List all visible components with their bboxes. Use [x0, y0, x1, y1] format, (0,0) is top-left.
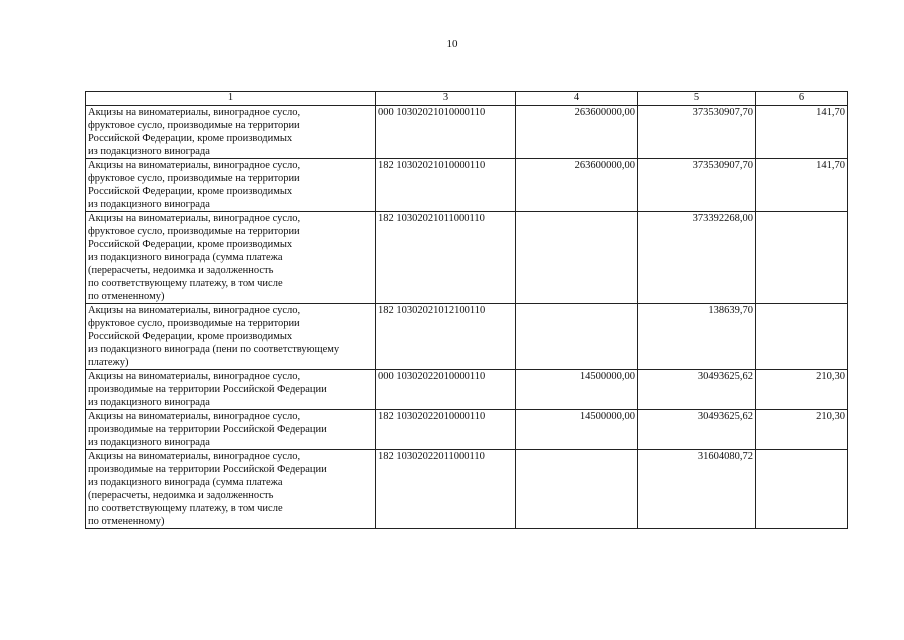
table-row	[86, 212, 848, 304]
row-col5: 30493625,62	[638, 370, 756, 410]
row-col4	[516, 212, 638, 304]
row-col4	[516, 450, 638, 529]
header-row	[86, 92, 848, 106]
row-col5: 30493625,62	[638, 410, 756, 450]
row-code: 000 10302022010000110	[376, 370, 516, 410]
page-number: 10	[446, 38, 458, 50]
row-col4	[516, 304, 638, 370]
header-col-3: 3	[376, 92, 516, 106]
row-col6: 141,70	[756, 106, 848, 159]
row-col6: 210,30	[756, 370, 848, 410]
row-name: Акцизы на виноматериалы, виноградное сусло, производимые на территории Российской Федерации из подакцизного винограда	[86, 370, 376, 410]
table-header	[86, 92, 848, 106]
header-col-6: 6	[756, 92, 848, 106]
row-col5: 31604080,72	[638, 450, 756, 529]
budget-table	[85, 91, 848, 529]
row-name: Акцизы на виноматериалы, виноградное сусло, фруктовое сусло, производимые на территории Российской Федерации, кроме производимых из подакцизного винограда (пени по соответствующему платежу)	[86, 304, 376, 370]
row-col4: 14500000,00	[516, 370, 638, 410]
row-code: 182 10302022010000110	[376, 410, 516, 450]
row-col5: 373530907,70	[638, 106, 756, 159]
row-col6	[756, 304, 848, 370]
row-col6	[756, 212, 848, 304]
row-col6	[756, 450, 848, 529]
row-col4: 263600000,00	[516, 159, 638, 212]
row-col5: 373392268,00	[638, 212, 756, 304]
row-code: 182 10302022011000110	[376, 450, 516, 529]
row-col6: 141,70	[756, 159, 848, 212]
row-name: Акцизы на виноматериалы, виноградное сусло, фруктовое сусло, производимые на территории Российской Федерации, кроме производимых из подакцизного винограда	[86, 106, 376, 159]
row-code: 182 10302021010000110	[376, 159, 516, 212]
table-body	[86, 106, 848, 529]
table-row	[86, 159, 848, 212]
row-col6: 210,30	[756, 410, 848, 450]
table-row	[86, 106, 848, 159]
row-name: Акцизы на виноматериалы, виноградное сусло, производимые на территории Российской Федерации из подакцизного винограда	[86, 410, 376, 450]
table-row	[86, 370, 848, 410]
row-code: 182 10302021012100110	[376, 304, 516, 370]
table-row	[86, 410, 848, 450]
row-name: Акцизы на виноматериалы, виноградное сусло, фруктовое сусло, производимые на территории Российской Федерации, кроме производимых из подакцизного винограда (сумма платежа (перерасчеты, недоимка и задолженность по соответствующему платежу, в том числе по отмененному)	[86, 212, 376, 304]
row-code: 000 10302021010000110	[376, 106, 516, 159]
table-row	[86, 450, 848, 529]
row-name: Акцизы на виноматериалы, виноградное сусло, фруктовое сусло, производимые на территории Российской Федерации, кроме производимых из подакцизного винограда	[86, 159, 376, 212]
header-col-5: 5	[638, 92, 756, 106]
row-col4: 263600000,00	[516, 106, 638, 159]
header-col-1: 1	[86, 92, 376, 106]
header-col-4: 4	[516, 92, 638, 106]
row-col5: 138639,70	[638, 304, 756, 370]
row-col4: 14500000,00	[516, 410, 638, 450]
table-row	[86, 304, 848, 370]
row-code: 182 10302021011000110	[376, 212, 516, 304]
row-name: Акцизы на виноматериалы, виноградное сусло, производимые на территории Российской Федерации из подакцизного винограда (сумма платежа (перерасчеты, недоимка и задолженность по соответствующему платежу, в том числе по отмененному)	[86, 450, 376, 529]
row-col5: 373530907,70	[638, 159, 756, 212]
